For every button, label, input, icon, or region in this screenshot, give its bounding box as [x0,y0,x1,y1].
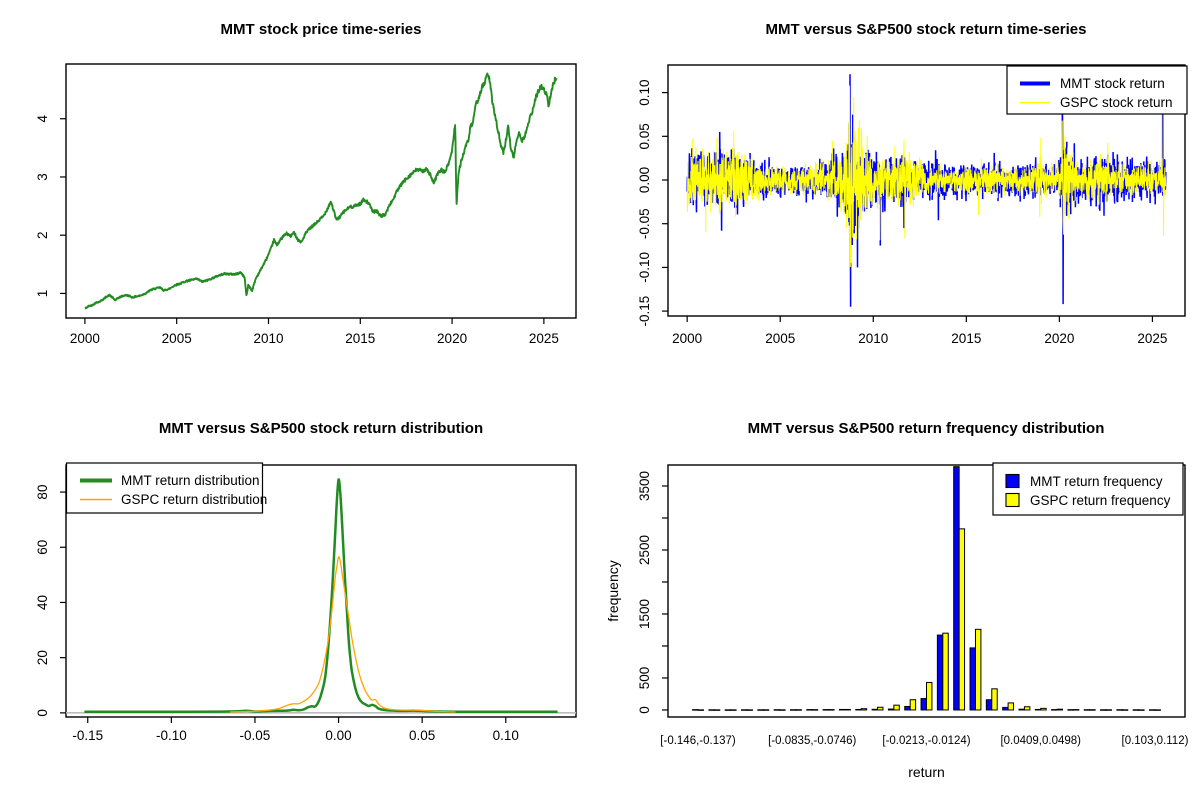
gspc-freq-bar [796,710,801,711]
x-tick-label: -0.15 [72,728,104,743]
mmt-freq-bar [725,710,730,711]
gspc-freq-bar [1024,707,1029,710]
gspc-freq-bar [1008,703,1013,710]
return-frequency-canvas [600,400,1200,800]
y-tick-label: 0.05 [637,123,652,150]
return-distribution-title: MMT versus S&P500 stock return distribution [158,420,484,437]
mmt-freq-bar [1117,710,1122,711]
gspc-freq-bar [959,529,964,710]
mmt-freq-bar [888,709,893,710]
gspc-freq-bar [1106,710,1111,711]
gspc-freq-bar [780,710,785,711]
y-tick-label: 0 [35,709,50,717]
mmt-freq-bar [742,710,747,711]
return-distribution-plot [35,463,576,743]
gspc-freq-bar [943,633,948,710]
gspc-freq-bar [992,689,997,710]
mmt-freq-bar [1150,710,1155,711]
y-tick-label: 2500 [637,534,652,566]
panel-return-timeseries [600,0,1200,400]
gspc-freq-bar [1073,710,1078,711]
panel-return-frequency [600,400,1200,800]
mmt-freq-bar [1019,709,1024,710]
gspc-freq-bar [698,710,703,711]
y-tick-label: 2 [35,231,50,239]
x-tick-label: 2015 [951,331,982,346]
return-frequency-title: MMT versus S&P500 return frequency distribution [747,420,1105,437]
mmt-freq-bar [807,710,812,711]
mmt-price-line [85,74,557,309]
x-tick-label: 2015 [345,331,376,346]
y-tick-label: 0 [637,706,652,714]
y-tick-label: 20 [35,650,50,666]
legend-label: GSPC return distribution [121,492,268,507]
x-tick-label: 2010 [858,331,889,346]
return-timeseries-plot [637,65,1187,346]
mmt-freq-bar [693,710,698,711]
gspc-freq-bar [1057,709,1062,710]
legend-label: GSPC return frequency [1030,493,1171,508]
gspc-freq-bar [894,705,899,710]
panel-return-distribution [0,400,600,800]
x-tick-label: 2000 [672,331,703,346]
mmt-freq-bar [954,467,959,710]
legend-label: GSPC stock return [1060,95,1173,110]
x-bin-label: [-0.146,-0.137) [660,735,736,747]
y-tick-label: 3500 [637,470,652,502]
mmt-freq-bar [872,709,877,710]
gspc-density-curve [230,557,456,712]
gspc-freq-bar [829,710,834,711]
price-timeseries-title: MMT stock price time-series [220,21,422,38]
gspc-freq-bar [1041,708,1046,710]
gspc-freq-bar [1155,710,1160,711]
mmt-freq-bar [774,710,779,711]
legend [993,463,1183,515]
y-tick-label: 0.00 [637,166,652,194]
x-tick-label: 2010 [253,331,284,346]
return-distribution-canvas [0,400,600,800]
y-axis-title: frequency [605,560,621,622]
x-tick-label: 2005 [161,331,192,346]
x-tick-label: -0.10 [155,728,187,743]
x-tick-label: 0.05 [409,728,436,743]
mmt-freq-bar [1101,710,1106,711]
x-bin-label: [0.103,0.112) [1121,735,1189,747]
gspc-freq-bar [1090,710,1095,711]
mmt-freq-bar [921,699,926,710]
x-tick-label: 2020 [437,331,468,346]
y-tick-label: 0.10 [637,79,652,106]
y-tick-label: -0.15 [637,295,652,327]
return-frequency-plot [605,463,1189,780]
mmt-freq-bar [823,710,828,711]
gspc-freq-bar [1139,710,1144,711]
x-bin-label: [0.0409,0.0498) [1000,735,1082,747]
mmt-freq-bar [905,706,910,710]
gspc-freq-bar [731,710,736,711]
mmt-freq-bar [970,648,975,710]
gspc-freq-bar [861,709,866,710]
mmt-freq-bar [856,709,861,710]
y-tick-label: 4 [35,114,50,123]
y-tick-label: 40 [35,594,50,610]
legend [67,463,268,513]
y-tick-label: -0.10 [637,252,652,283]
gspc-freq-bar [812,710,817,711]
mmt-freq-bar [1052,710,1057,711]
mmt-freq-bar [758,710,763,711]
x-tick-label: 2025 [528,331,559,346]
mmt-freq-bar [709,710,714,711]
gspc-freq-bar [714,710,719,711]
price-timeseries-canvas [0,0,600,400]
y-tick-label: 3 [35,173,50,181]
x-bin-label: [-0.0835,-0.0746) [768,735,857,747]
legend-label: MMT return distribution [121,473,260,488]
x-tick-label: 2020 [1044,331,1075,346]
legend-label: MMT return frequency [1030,474,1163,489]
mmt-freq-bar [986,700,991,710]
y-tick-label: -0.05 [637,208,652,240]
x-tick-label: -0.05 [239,728,271,743]
mmt-freq-bar [1068,710,1073,711]
legend-swatch-square [1006,475,1019,488]
mmt-freq-bar [1035,709,1040,710]
plot-box [66,64,576,318]
price-timeseries-plot [35,64,576,346]
legend-swatch-square [1006,494,1019,507]
gspc-freq-bar [845,709,850,710]
gspc-freq-bar [878,707,883,710]
gspc-freq-bar [747,710,752,711]
mmt-freq-bar [1003,707,1008,710]
return-timeseries-canvas [600,0,1200,400]
gspc-freq-bar [763,710,768,711]
gspc-freq-bar [927,682,932,710]
mmt-freq-bar [937,635,942,710]
x-tick-label: 2000 [69,331,100,346]
y-tick-label: 500 [637,666,652,690]
y-tick-label: 1 [35,289,50,298]
y-tick-label: 1500 [637,598,652,629]
legend-label: MMT stock return [1060,76,1165,91]
x-tick-label: 2025 [1137,331,1168,346]
gspc-freq-bar [975,629,980,710]
gspc-freq-bar [910,700,915,710]
mmt-freq-bar [839,709,844,710]
x-tick-label: 2005 [765,331,796,346]
return-timeseries-title: MMT versus S&P500 stock return time-series [765,21,1087,38]
y-tick-label: 80 [35,484,50,500]
x-tick-label: 0.10 [492,728,519,743]
x-axis-title: return [908,764,945,780]
x-tick-label: 0.00 [325,728,352,743]
legend [1007,66,1187,114]
mmt-freq-bar [791,710,796,711]
mmt-freq-bar [1084,710,1089,711]
y-tick-label: 60 [35,539,50,555]
mmt-freq-bar [1133,710,1138,711]
panel-price-timeseries [0,0,600,400]
gspc-freq-bar [1122,710,1127,711]
x-bin-label: [-0.0213,-0.0124) [882,735,971,747]
